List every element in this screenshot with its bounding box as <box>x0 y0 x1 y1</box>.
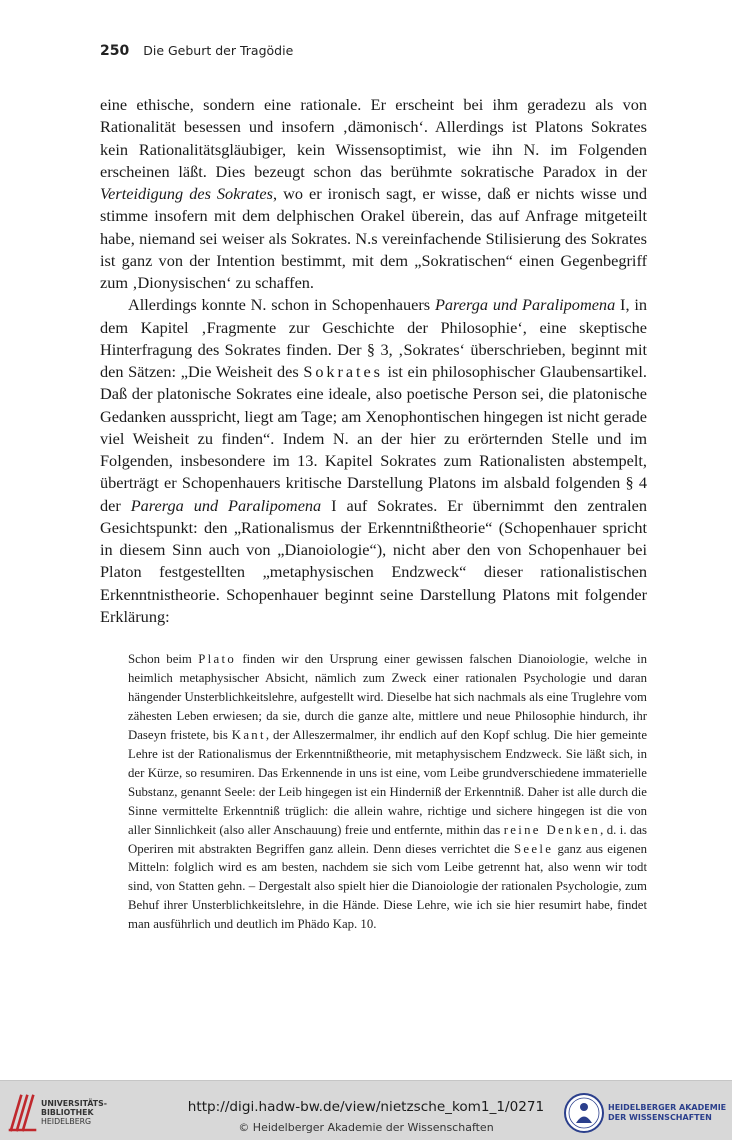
academy-seal-icon <box>563 1092 605 1134</box>
block-quote <box>128 650 647 934</box>
page-number: 250 <box>100 43 130 59</box>
footer-bar <box>0 1080 732 1140</box>
quote-paragraph: Schon beim Plato finden wir den Ursprung einer gewissen falschen Dianoiologie, welche in heimlich metaphysischer Absicht, nämlich zum Zweck einer rationalen Psychologie und daran hängender Unsterblichkeitslehre, aufgestellt wird. Dieselbe hat sich nachmals als eine Truglehre vom zähesten Leben erwiesen; da sie, durch die ganze alte, mittlere und neue Philosophie hindurch, ihr Daseyn fristete, bis Kant, der Alleszermalmer, ihr endlich auf den Kopf schlug. Die hier gemeinte Lehre ist der Rationalismus der Erkenntnißtheorie, mit metaphysischem Endzweck. Sie läßt sich, in der Kürze, so resumiren. Das Erkennende in uns ist eine, vom Leibe grundverschiedene immaterielle Substanz, genannt Seele: der Leib hingegen ist ein Hinderniß der Erkenntniß. Daher ist alle durch die Sinne vermittelte Erkenntniß trüglich: die allein wahre, richtige und sichere hingegen ist die von aller Sinnlichkeit (also aller Anschauung) freie und entfernte, mithin das reine Denken, d. i. das Operiren mit abstrakten Begriffen ganz allein. Denn dieses verrichtet die Seele ganz aus eigenen Mitteln: folglich wird es am besten, nachdem sie sich vom Leibe getrennt hat, also wenn wir todt sind, von Statten gehn. – Dergestalt also spielt hier die Dianoiologie der rationalen Psychologie, zum Behuf ihrer Unsterblichkeitslehre, in die Hände. Diese Lehre, wie ich sie hier resumirt habe, findet man ausführlich und deutlich im Phädo Kap. 10. <box>128 652 648 932</box>
paragraph-1: eine ethische, sondern eine rationale. Er erscheint bei ihm geradezu als von Rationalität besessen und insofern ‚dämonisch‘. Allerdings ist Platons Sokrates kein Rationalitätsgläubiger, kein Wissensoptimist, wie ihn N. im Folgenden erscheinen läßt. Dies bezeugt schon das berühmte sokratische Paradox in der Verteidigung des Sokrates, wo er ironisch sagt, er wisse, daß er nichts wisse und stimme insofern mit dem delphischen Orakel überein, das auf Anfrage mitgeteilt habe, niemand sei weiser als Sokrates. N.s vereinfachende Stilisierung des Sokrates ist ganz von der Intention bestimmt, mit dem „Sokratischen“ einen Gegenbegriff zum ‚Dionysischen‘ zu schaffen. <box>100 95 647 292</box>
university-library-icon <box>8 1092 38 1132</box>
copyright-notice: © Heidelberger Akademie der Wissenschaften <box>238 1121 494 1134</box>
paragraph-2: Allerdings konnte N. schon in Schopenhauers Parerga und Paralipomena I, in dem Kapitel ‚Fragmente zur Geschichte der Philosophie‘, eine skeptische Hinterfragung des Sokrates finden. Der § 3, ‚Sokrates‘ überschrieben, beginnt mit den Sätzen: „Die Weisheit des Sokrates ist ein philosophischer Glaubensartikel. Daß der platonische Sokrates eine ideale, also poetische Person sei, die platonische Gedanken ausspricht, liegt am Tage; am Xenophontischen hingegen ist nicht gerade viel Weisheit zu finden“. Indem N. an der hier zu erörternden Stelle und im Folgenden, insbesondere im 13. Kapitel Sokrates zum Rationalisten abstempelt, überträgt er Schopenhauers kritische Darstellung Platons im alsbald folgenden § 4 der Parerga und Paralipomena I auf Sokrates. Er übernimmt den zentralen Gesichtspunkt: den „Rationalismus der Erkenntnißtheorie“ (Schopenhauer spricht in diesem Sinn auch von „Dianoiologie“), nicht aber den von Schopenhauer bei Platon festgestellten „metaphysischen Endzweck“ dieser rationalistischen Erkenntnistheorie. Schopenhauer beginnt seine Darstellung Platons mit folgender Erklärung: <box>100 295 647 626</box>
permalink-url[interactable]: http://digi.hadw-bw.de/view/nietzsche_kom1_1/0271 <box>187 1099 545 1115</box>
academy-wordmark: HEIDELBERGER AKADEMIE DER WISSENSCHAFTEN <box>608 1103 727 1122</box>
running-title: Die Geburt der Tragödie <box>143 43 294 58</box>
university-library-wordmark: UNIVERSITÄTS- BIBLIOTHEK HEIDELBERG <box>41 1099 107 1126</box>
academy-logo[interactable] <box>563 1091 728 1135</box>
commentary-text <box>100 94 647 628</box>
running-head <box>100 43 648 59</box>
university-library-logo[interactable] <box>8 1092 118 1132</box>
